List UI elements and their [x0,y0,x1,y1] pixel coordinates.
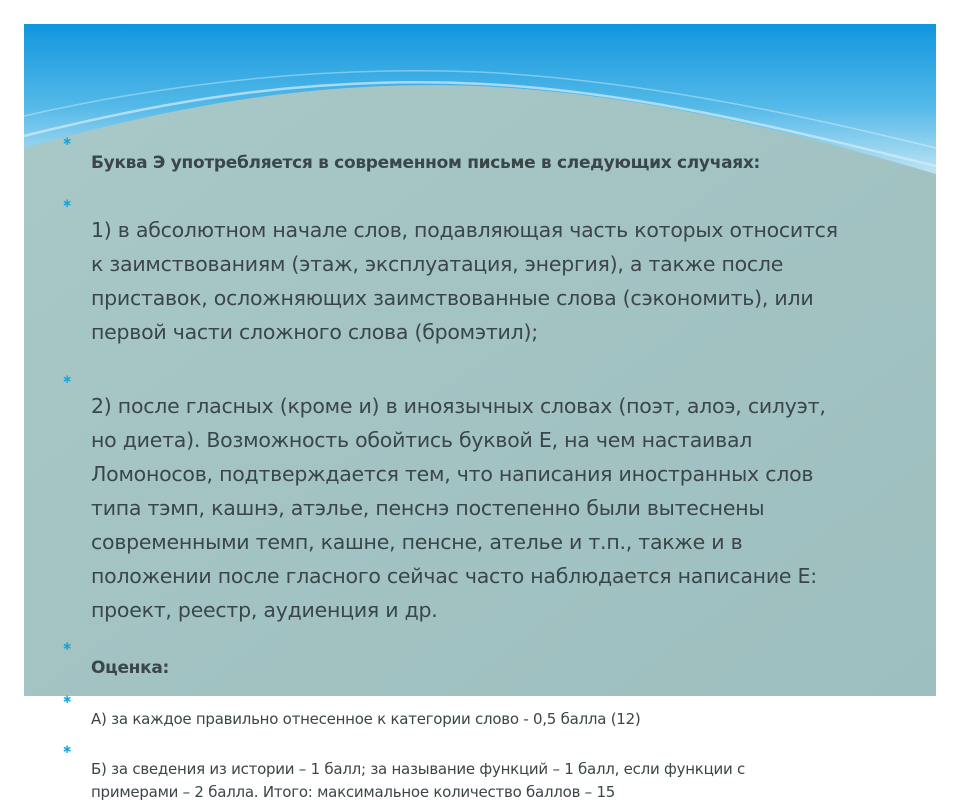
item-text: 2) после гласных (кроме и) в иноязычных словах (поэт, алоэ, силуэт, но диета). Возможность обойтись буквой Е, на чем настаивал Ломоносов, подтверждается тем, что написания иностранных слов типа тэмп, кашнэ, атэлье, пенснэ постепенно были вытеснены современными темп, кашне, пенсне, ателье и т.п., также и в положении после гласного сейчас часто наблюдается написание Е: проект, реестр, аудиенция и др. [91,394,826,622]
list-item [54,355,932,627]
item-text: Б) за сведения из истории – 1 балл; за называние функций – 1 балл, если функции с примерами – 2 балла. Итого: максимальное количество баллов – 15 [91,760,746,801]
asterisk-bullet-icon: ∗ [62,196,72,210]
list-item [54,685,932,731]
asterisk-bullet-icon: ∗ [62,742,72,756]
asterisk-bullet-icon: ∗ [62,639,72,653]
bullet-list [54,126,932,804]
item-text: Буква Э употребляется в современном письме в следующих случаях: [91,153,761,173]
asterisk-bullet-icon: ∗ [62,692,72,706]
list-item [54,735,932,804]
item-text: Оценка: [91,658,170,678]
item-text: А) за каждое правильно отнесенное к категории слово - 0,5 балла (12) [91,710,641,728]
slide [24,24,936,801]
asterisk-bullet-icon: ∗ [62,372,72,386]
item-text: 1) в абсолютном начале слов, подавляющая часть которых относится к заимствованиям (этаж, эксплуатация, энергия), а также после приставок, осложняющих заимствованные слова (сэкономить), или первой части сложного слова (бромэтил); [91,218,838,344]
asterisk-bullet-icon: ∗ [62,134,72,148]
list-item [54,179,932,349]
list-item [54,126,932,176]
list-item [54,631,932,681]
